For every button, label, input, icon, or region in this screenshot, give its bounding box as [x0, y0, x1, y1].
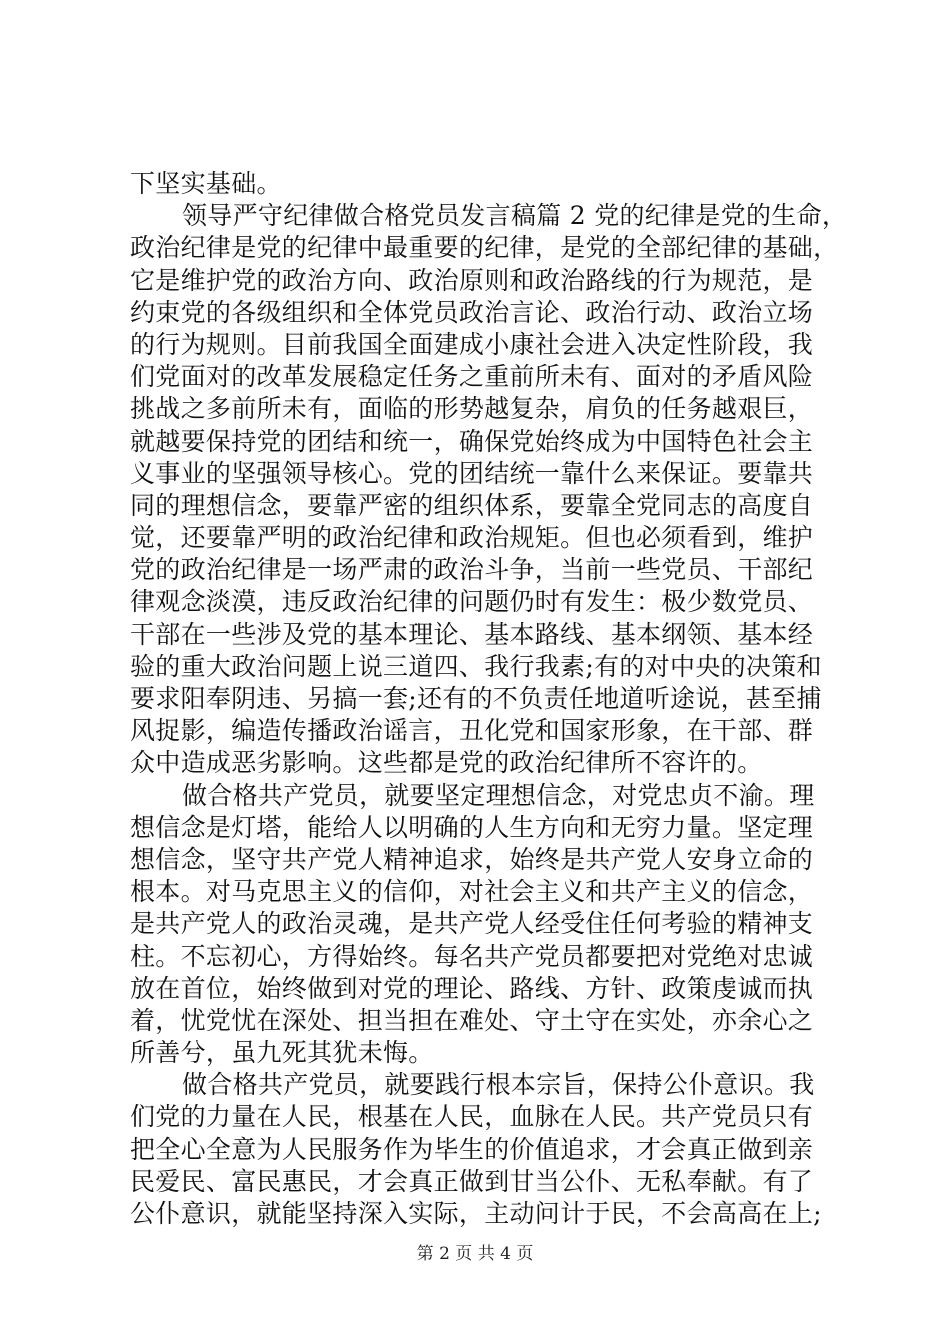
text-line: 觉，还要靠严明的政治纪律和政治规矩。但也必须看到，维护: [130, 523, 814, 553]
text-line: 要求阳奉阴违、另搞一套;还有的不负责任地道听途说，甚至捕: [130, 684, 822, 713]
text-line: 做合格共产党员，就要坚定理想信念，对党忠贞不渝。理: [182, 780, 815, 810]
text-line: 们党面对的改革发展稳定任务之重前所未有、面对的矛盾风险: [130, 362, 814, 392]
text-line: 同的理想信念，要靠严密的组织体系，要靠全党同志的高度自: [130, 490, 814, 520]
text-line: 是共产党人的政治灵魂，是共产党人经受住任何考验的精神支: [130, 909, 814, 939]
paragraph: [130, 780, 830, 1070]
text-line: 做合格共产党员，就要践行根本宗旨，保持公仆意识。我: [182, 1070, 815, 1100]
text-line: 验的重大政治问题上说三道四、我行我素;有的对中央的决策和: [130, 651, 822, 681]
text-line: 领导严守纪律做合格党员发言稿篇 2 党的纪律是党的生命，: [182, 201, 848, 231]
text-line: 根本。对马克思主义的信仰，对社会主义和共产主义的信念，: [130, 877, 814, 907]
text-line: 想信念是灯塔，能给人以明确的人生方向和无穷力量。坚定理: [130, 812, 814, 842]
page-footer: 第 2 页 共 4 页: [416, 1244, 534, 1264]
document-body: [130, 168, 848, 1230]
text-line: 它是维护党的政治方向、政治原则和政治路线的行为规范，是: [130, 265, 814, 295]
paragraph: [130, 1069, 830, 1230]
text-line: 把全心全意为人民服务作为毕生的价值追求，才会真正做到亲: [130, 1134, 814, 1164]
text-line: 民爱民、富民惠民，才会真正做到甘当公仆、无私奉献。有了: [130, 1166, 814, 1196]
text-line: 下坚实基础。: [130, 169, 282, 198]
text-line: 干部在一些涉及党的基本理论、基本路线、基本纲领、基本经: [130, 619, 814, 649]
text-line: 政治纪律是党的纪律中最重要的纪律，是党的全部纪律的基础，: [130, 233, 839, 263]
text-line: 律观念淡漠，违反政治纪律的问题仍时有发生：极少数党员、: [130, 587, 814, 617]
text-line: 党的政治纪律是一场严肃的政治斗争，当前一些党员、干部纪: [130, 555, 814, 585]
text-line: 放在首位，始终做到对党的理论、路线、方针、政策虔诚而执: [130, 973, 814, 1003]
text-line: 就越要保持党的团结和统一，确保党始终成为中国特色社会主: [130, 426, 814, 456]
text-line: 义事业的坚强领导核心。党的团结统一靠什么来保证。要靠共: [130, 458, 814, 488]
text-line: 们党的力量在人民，根基在人民，血脉在人民。共产党员只有: [130, 1102, 814, 1132]
text-line: 公仆意识，就能坚持深入实际，主动问计于民，不会高高在上;: [130, 1199, 822, 1228]
text-line: 众中造成恶劣影响。这些都是党的政治纪律所不容许的。: [130, 748, 763, 778]
text-line: 挑战之多前所未有，面临的形势越复杂，肩负的任务越艰巨，: [130, 394, 814, 424]
text-line: 的行为规则。目前我国全面建成小康社会进入决定性阶段，我: [130, 329, 814, 359]
paragraph: [130, 200, 848, 779]
text-line: 柱。不忘初心，方得始终。每名共产党员都要把对党绝对忠诚: [130, 941, 814, 971]
text-line: 风捉影，编造传播政治谣言，丑化党和国家形象，在干部、群: [130, 716, 814, 746]
text-line: 所善兮，虽九死其犹未悔。: [130, 1038, 434, 1068]
text-line: 着，忧党忧在深处、担当担在难处、守土守在实处，亦余心之: [130, 1005, 814, 1035]
text-line: 想信念，坚守共产党人精神追求，始终是共产党人安身立命的: [130, 844, 814, 874]
text-line: 约束党的各级组织和全体党员政治言论、政治行动、政治立场: [130, 297, 814, 327]
paragraph: [130, 168, 830, 200]
